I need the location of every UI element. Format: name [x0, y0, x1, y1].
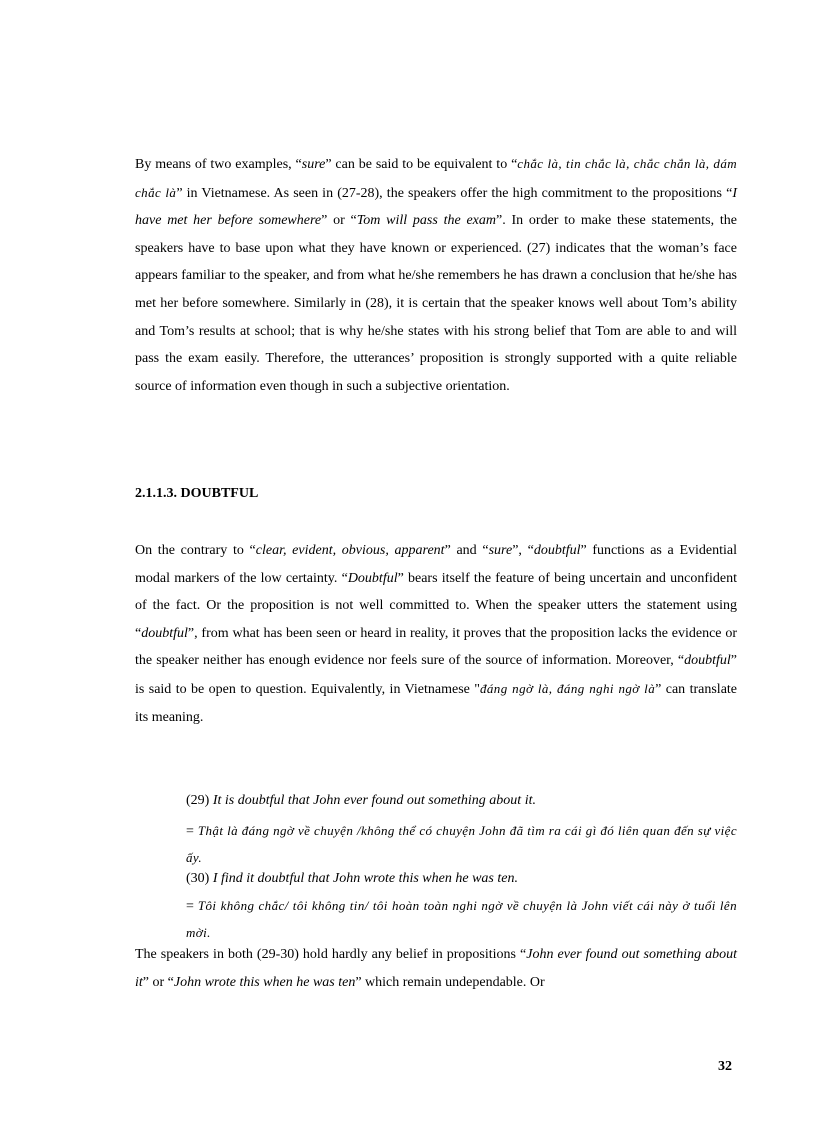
example-30-translation: = Tôi không chắc/ tôi không tin/ tôi hoàn toàn nghi ngờ về chuyện là John viết cái này ở tuổi lên mời.: [186, 898, 737, 940]
example-29-translation: = Thật là đáng ngờ về chuyện /không thể có chuyện John đã tìm ra cái gì đó liên quan đến sự việc ấy.: [186, 823, 737, 865]
paragraph-sure-equivalence: By means of two examples, “sure” can be said to be equivalent to “chắc là, tin chắc là, chắc chắn là, dám chắc là” in Vietnamese. As seen in (27-28), the speakers offer the high commitment to the propositions “I have met her before somewhere” or “Tom will pass the exam”. In order to make these statements, the speakers have to base upon what they have known or experienced. (27) indicates that the woman’s face appears familiar to the speaker, and from what he/she remembers he has drawn a conclusion that he/she has met her before somewhere. Similarly in (28), it is certain that the speaker knows well about Tom’s ability and Tom’s results at school; that is why he/she states with his strong belief that Tom are able to and will pass the exam easily. Therefore, the utterances’ proposition is strongly supported with a quite reliable source of information even though in such a subjective orientation.: [135, 156, 738, 394]
paragraph-doubtful: On the contrary to “clear, evident, obvious, apparent” and “sure”, “doubtful” functions as a Evidential modal markers of the low certainty. “Doubtful” bears itself the feature of being uncertain and unconfident of the fact. Or the proposition is not well committed to. When the speaker utters the statement using “doubtful”, from what has been seen or heard in reality, it proves that the proposition lacks the evidence or the speaker neither has enough evidence nor feels sure of the source of information. Moreover, “doubtful” is said to be open to question. Equivalently, in Vietnamese "đáng ngờ là, đáng nghi ngờ là” can translate its meaning.: [135, 543, 738, 725]
paragraph-examples-discussion: The speakers in both (29-30) hold hardly any belief in propositions “John ever found out something about it” or “John wrote this when he was ten” which remain undependable. Or: [135, 947, 737, 990]
example-30: (30) I find it doubtful that John wrote this when he was ten.: [186, 871, 518, 886]
section-heading: 2.1.1.3. DOUBTFUL: [135, 486, 259, 501]
example-29: (29) It is doubtful that John ever found out something about it.: [186, 793, 536, 808]
page-number: 32: [718, 1059, 732, 1074]
